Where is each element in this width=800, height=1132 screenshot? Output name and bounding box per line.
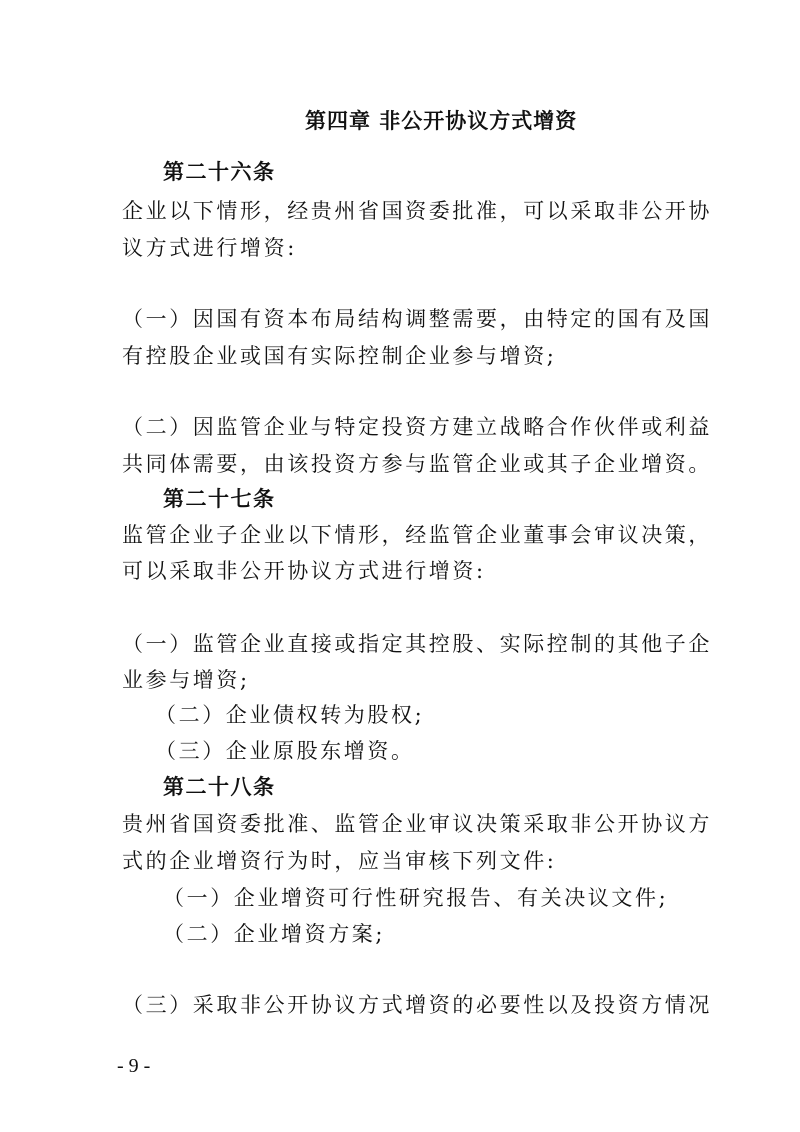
article-26-heading: 第二十六条 [163,160,276,184]
article-26-item-2-line-1: （二）因监管企业与特定投资方建立战略合作伙伴或利益 [122,415,712,439]
article-28-item-1: （一）企业增资可行性研究报告、有关决议文件; [163,886,669,910]
article-27-heading: 第二十七条 [163,487,276,511]
article-27-item-1-line-1: （一）监管企业直接或指定其控股、实际控制的其他子企 [122,632,712,656]
page-number: - 9 - [117,1055,151,1077]
article-26-item-1-line-2: 有控股企业或国有实际控制企业参与增资; [122,344,557,368]
article-27-intro-line-2: 可以采取非公开协议方式进行增资: [122,559,486,583]
article-26-intro-line-2: 议方式进行增资: [122,236,297,260]
article-28-heading: 第二十八条 [163,775,276,799]
article-27-item-2: （二）企业债权转为股权; [155,703,425,727]
article-27-item-1-line-2: 业参与增资; [122,668,250,692]
article-27-intro-line-1: 监管企业子企业以下情形，经监管企业董事会审议决策， [122,523,712,547]
article-28-item-2: （二）企业增资方案; [163,922,386,946]
article-26-item-1-line-1: （一）因国有资本布局结构调整需要，由特定的国有及国 [122,307,712,331]
article-26-intro-line-1: 企业以下情形，经贵州省国资委批准，可以采取非公开协 [122,199,712,223]
article-28-item-3: （三）采取非公开协议方式增资的必要性以及投资方情况 [122,993,712,1017]
article-26-item-2-line-2: 共同体需要，由该投资方参与监管企业或其子企业增资。 [122,452,712,476]
article-28-intro-line-1: 贵州省国资委批准、监管企业审议决策采取非公开协议方 [122,812,712,836]
article-28-intro-line-2: 式的企业增资行为时，应当审核下列文件: [122,849,557,873]
chapter-title: 第四章 非公开协议方式增资 [305,109,578,133]
article-27-item-3: （三）企业原股东增资。 [155,739,415,763]
